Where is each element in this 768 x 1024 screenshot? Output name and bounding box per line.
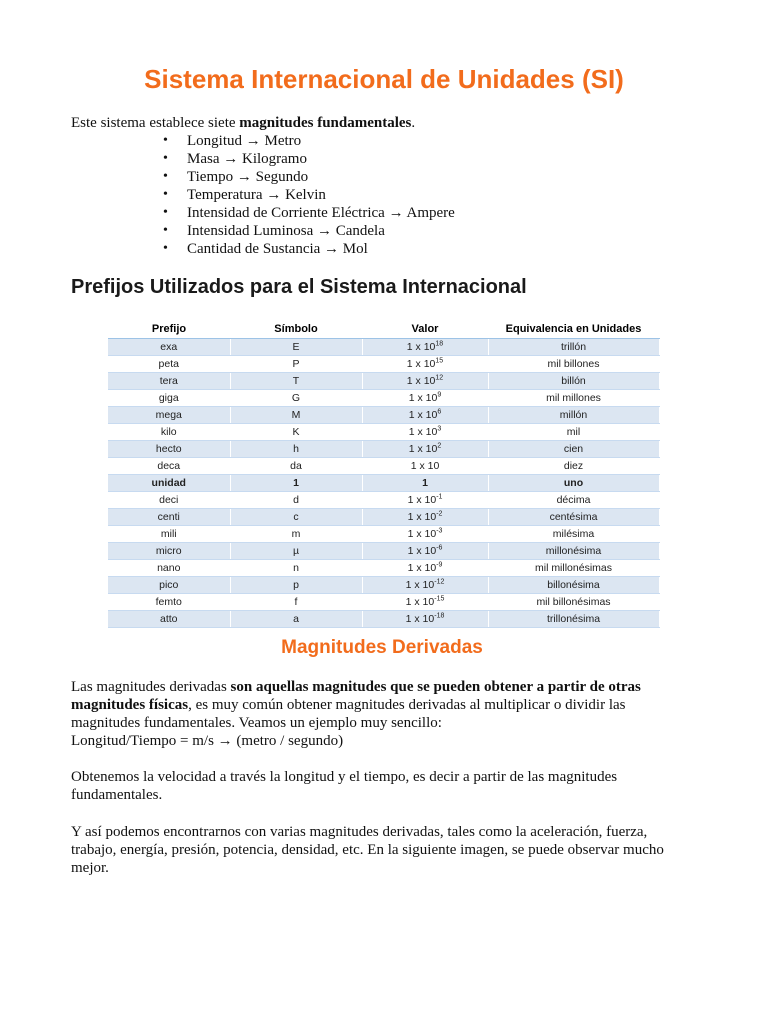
prefixes-table-body: [108, 339, 659, 628]
cell-prefijo: pico: [108, 577, 230, 594]
value-base: 1 x 10: [407, 511, 437, 523]
cell-valor: [362, 424, 488, 441]
table-row: [108, 543, 659, 560]
cell-simbolo: p: [230, 577, 362, 594]
cell-prefijo: micro: [108, 543, 230, 560]
header-valor: Valor: [362, 320, 488, 339]
cell-prefijo: tera: [108, 373, 230, 390]
cell-prefijo: atto: [108, 611, 230, 628]
value-exponent: 15: [435, 357, 444, 365]
cell-prefijo: hecto: [108, 441, 230, 458]
cell-valor: 1: [362, 475, 488, 492]
value-base: 1 x 10: [408, 392, 438, 404]
cell-simbolo: K: [230, 424, 362, 441]
cell-equivalencia: trillonésima: [488, 611, 659, 628]
cell-equivalencia: diez: [488, 458, 659, 475]
cell-simbolo: a: [230, 611, 362, 628]
value-exponent: -18: [434, 612, 445, 620]
value-base: 1 x 10: [407, 545, 437, 557]
cell-valor: [362, 526, 488, 543]
p1-text-a: Las magnitudes derivadas: [71, 679, 231, 695]
cell-equivalencia: billón: [488, 373, 659, 390]
prefixes-heading: Prefijos Utilizados para el Sistema Internacional: [71, 276, 527, 298]
value-base: 1 x 10: [410, 460, 440, 472]
cell-equivalencia: centésima: [488, 509, 659, 526]
cell-prefijo: giga: [108, 390, 230, 407]
cell-prefijo: femto: [108, 594, 230, 611]
cell-prefijo: mega: [108, 407, 230, 424]
list-item: • Cantidad de Sustancia → Mol: [155, 240, 455, 258]
derived-paragraph-2: Obtenemos la velocidad a través la longitud y el tiempo, es decir a partir de las magnitudes fundamentales.: [71, 769, 618, 803]
table-row: [108, 475, 659, 492]
derived-paragraph-1: [71, 678, 671, 750]
cell-prefijo: centi: [108, 509, 230, 526]
list-item: • Tiempo → Segundo: [155, 168, 455, 186]
cell-simbolo: G: [230, 390, 362, 407]
list-item: • Temperatura → Kelvin: [155, 186, 455, 204]
value-base: 1 x 10: [407, 562, 437, 574]
header-equivalencia: Equivalencia en Unidades: [488, 320, 659, 339]
value-exponent: 9: [437, 391, 442, 399]
cell-valor: [362, 407, 488, 424]
value-exponent: -6: [436, 544, 443, 552]
cell-equivalencia: mil: [488, 424, 659, 441]
table-row: [108, 356, 659, 373]
list-item: • Longitud → Metro: [155, 132, 455, 150]
table-header-row: [108, 320, 659, 339]
cell-simbolo: d: [230, 492, 362, 509]
cell-equivalencia: billonésima: [488, 577, 659, 594]
table-row: [108, 492, 659, 509]
cell-simbolo: n: [230, 560, 362, 577]
table-row: [108, 611, 659, 628]
value-exponent: 2: [437, 442, 442, 450]
cell-valor: [362, 577, 488, 594]
value-exponent: -1: [436, 493, 443, 501]
value-base: 1 x 10: [405, 613, 435, 625]
table-row: [108, 509, 659, 526]
cell-simbolo: h: [230, 441, 362, 458]
value-exponent: -15: [434, 595, 445, 603]
cell-simbolo: c: [230, 509, 362, 526]
list-item: • Intensidad Luminosa → Candela: [155, 222, 455, 240]
table-row: [108, 373, 659, 390]
value-base: 1 x 10: [406, 375, 436, 387]
page-title: Sistema Internacional de Unidades (SI): [144, 64, 624, 94]
derived-heading: Magnitudes Derivadas: [281, 637, 483, 658]
value-exponent: -9: [436, 561, 443, 569]
cell-valor: [362, 611, 488, 628]
value-base: 1 x 10: [406, 341, 436, 353]
value-exponent: 3: [437, 425, 442, 433]
intro-text: [71, 115, 415, 132]
value-exponent: -2: [436, 510, 443, 518]
cell-equivalencia: mil millonésimas: [488, 560, 659, 577]
value-base: 1 x 10: [405, 579, 435, 591]
cell-simbolo: m: [230, 526, 362, 543]
value-base: 1 x 10: [405, 596, 435, 608]
value-exponent: -12: [434, 578, 445, 586]
value-base: 1 x 10: [407, 494, 437, 506]
value-base: 1 x 10: [408, 426, 438, 438]
cell-simbolo: da: [230, 458, 362, 475]
cell-valor: [362, 390, 488, 407]
cell-prefijo: unidad: [108, 475, 230, 492]
cell-simbolo: P: [230, 356, 362, 373]
table-row: [108, 441, 659, 458]
cell-simbolo: T: [230, 373, 362, 390]
cell-valor: [362, 339, 488, 356]
value-exponent: 6: [437, 408, 442, 416]
value-exponent: 18: [435, 340, 444, 348]
cell-equivalencia: uno: [488, 475, 659, 492]
value-base: 1 x 10: [407, 528, 437, 540]
list-item: • Masa → Kilogramo: [155, 150, 455, 168]
value-exponent: 12: [435, 374, 444, 382]
cell-prefijo: mili: [108, 526, 230, 543]
p1-example: Longitud/Tiempo = m/s → (metro / segundo): [71, 733, 344, 749]
cell-equivalencia: mil billonésimas: [488, 594, 659, 611]
value-base: 1 x 10: [408, 409, 438, 421]
cell-equivalencia: milésima: [488, 526, 659, 543]
cell-prefijo: deci: [108, 492, 230, 509]
cell-equivalencia: mil millones: [488, 390, 659, 407]
list-item: • Intensidad de Corriente Eléctrica → Ampere: [155, 204, 455, 222]
cell-simbolo: f: [230, 594, 362, 611]
cell-equivalencia: millón: [488, 407, 659, 424]
value-exponent: -3: [436, 527, 443, 535]
intro-suffix: .: [411, 115, 416, 131]
cell-valor: [362, 458, 488, 475]
cell-equivalencia: cien: [488, 441, 659, 458]
table-row: [108, 458, 659, 475]
cell-equivalencia: décima: [488, 492, 659, 509]
cell-equivalencia: trillón: [488, 339, 659, 356]
cell-prefijo: kilo: [108, 424, 230, 441]
cell-valor: [362, 594, 488, 611]
table-row: [108, 407, 659, 424]
cell-valor: [362, 441, 488, 458]
table-row: [108, 424, 659, 441]
cell-equivalencia: mil billones: [488, 356, 659, 373]
header-prefijo: Prefijo: [108, 320, 230, 339]
p1-bold: son aquellas magnitudes que se pueden obtener a partir de otras magnitudes físicas: [71, 679, 641, 713]
cell-prefijo: peta: [108, 356, 230, 373]
cell-prefijo: deca: [108, 458, 230, 475]
cell-valor: [362, 356, 488, 373]
table-row: [108, 577, 659, 594]
cell-valor: [362, 543, 488, 560]
cell-valor: [362, 373, 488, 390]
table-row: [108, 560, 659, 577]
derived-paragraph-3: Y así podemos encontrarnos con varias magnitudes derivadas, tales como la aceleración, fuerza, trabajo, energía, presión, potencia, densidad, etc. En la siguiente imagen, se puede observar mucho mejor.: [71, 824, 664, 876]
table-row: [108, 390, 659, 407]
p1-text-c: , es muy común obtener magnitudes derivadas al multiplicar o dividir las magnitudes fundamentales. Veamos un ejemplo muy sencillo:: [71, 697, 626, 731]
prefixes-table: [108, 320, 660, 628]
cell-simbolo: E: [230, 339, 362, 356]
cell-simbolo: µ: [230, 543, 362, 560]
header-simbolo: Símbolo: [230, 320, 362, 339]
cell-prefijo: nano: [108, 560, 230, 577]
table-row: [108, 339, 659, 356]
intro-bold: magnitudes fundamentales: [239, 115, 412, 131]
fundamental-magnitudes-list: [155, 132, 455, 258]
table-row: [108, 526, 659, 543]
cell-valor: [362, 560, 488, 577]
value-base: 1 x 10: [406, 358, 436, 370]
intro-prefix: Este sistema establece siete: [71, 115, 240, 131]
cell-valor: [362, 492, 488, 509]
value-base: 1 x 10: [408, 443, 438, 455]
cell-simbolo: 1: [230, 475, 362, 492]
cell-equivalencia: millonésima: [488, 543, 659, 560]
cell-simbolo: M: [230, 407, 362, 424]
table-row: [108, 594, 659, 611]
cell-prefijo: exa: [108, 339, 230, 356]
cell-valor: [362, 509, 488, 526]
